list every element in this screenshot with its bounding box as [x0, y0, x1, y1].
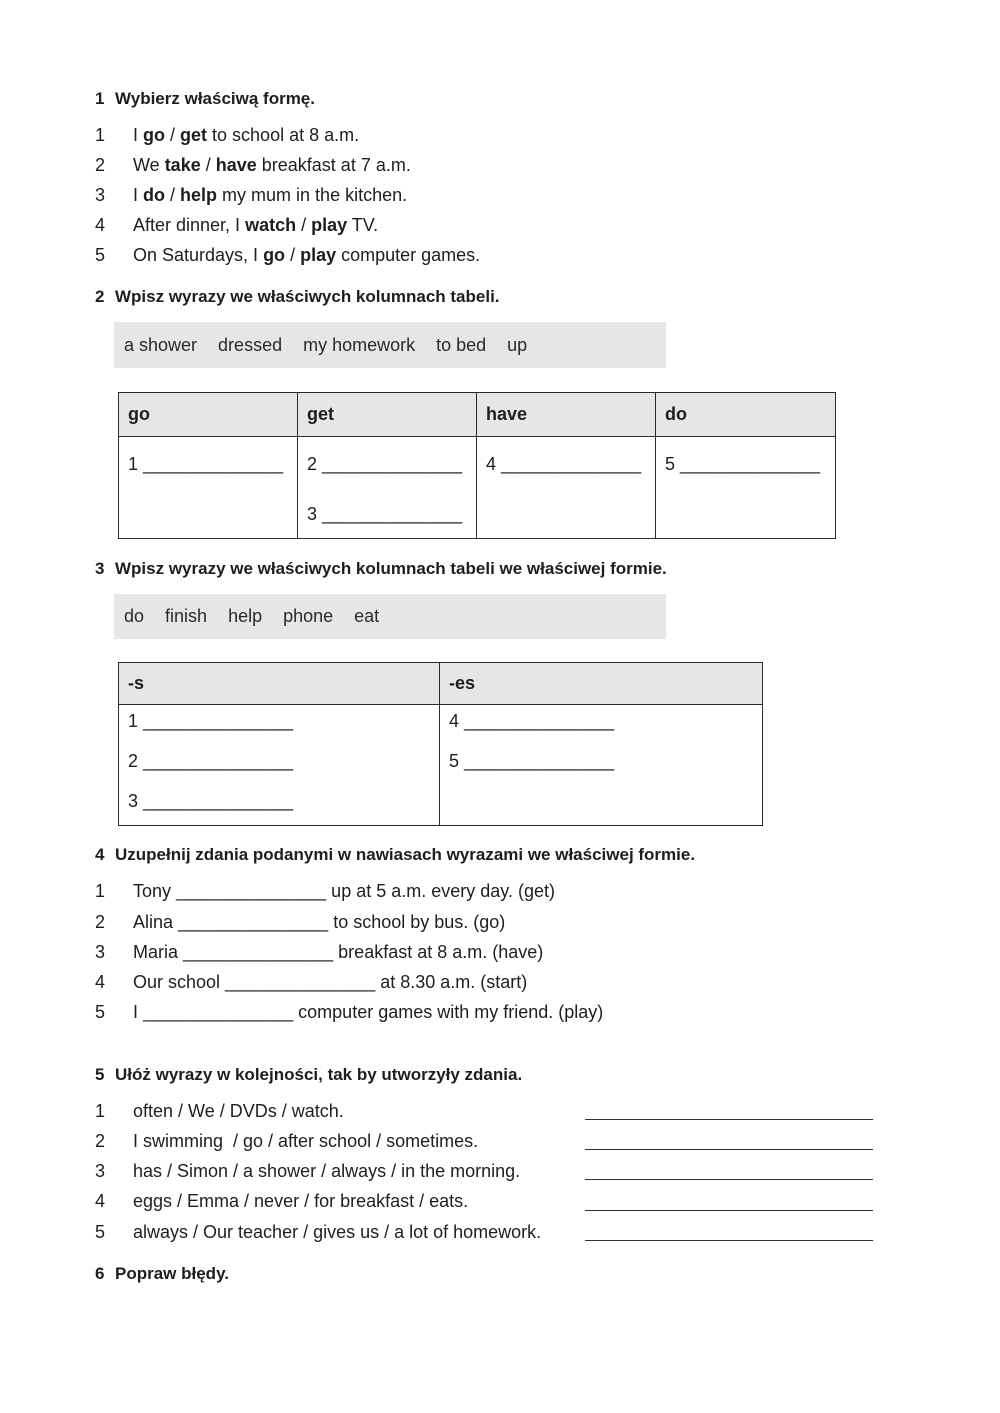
choice-a[interactable]: do	[143, 185, 166, 205]
table-row	[119, 705, 763, 826]
word-bank-item[interactable]: up	[507, 334, 528, 355]
exercise-number: 3	[95, 559, 105, 578]
answer-blank[interactable]: 3 _______________	[128, 791, 294, 811]
exercise-5-item	[95, 1101, 575, 1125]
exercise-number: 1	[95, 89, 105, 108]
item-text-prefix: After dinner, I	[133, 215, 246, 235]
answer-line[interactable]	[585, 1179, 873, 1180]
answer-blank[interactable]: 5 _______________	[449, 751, 615, 771]
table-header-row	[119, 393, 836, 437]
item-text: has / Simon / a shower / always / in the morning.	[133, 1161, 521, 1181]
word-bank-item[interactable]: phone	[283, 606, 334, 626]
exercise-4-item	[95, 972, 795, 996]
item-text[interactable]: Our school _______________ at 8.30 a.m. (start)	[133, 972, 528, 992]
table-cell	[656, 437, 836, 539]
exercise-1-heading	[95, 89, 315, 109]
answer-blank[interactable]: 2 _______________	[128, 751, 294, 771]
table-row	[119, 437, 836, 539]
exercise-title: Wpisz wyrazy we właściwych kolumnach tabeli.	[115, 287, 500, 306]
exercise-number: 5	[95, 1065, 105, 1084]
item-text-suffix: computer games.	[336, 245, 481, 265]
choice-separator: /	[165, 125, 181, 145]
word-bank	[114, 322, 666, 368]
item-number: 4	[95, 1191, 106, 1211]
exercise-6-heading	[95, 1264, 229, 1284]
table-header-cell: -s	[119, 663, 440, 705]
table-header-cell: get	[298, 393, 477, 437]
exercise-4-item	[95, 881, 795, 905]
choice-b[interactable]: play	[300, 245, 337, 265]
exercise-4-heading	[95, 845, 695, 865]
exercise-1-item	[95, 155, 795, 179]
exercise-title: Popraw błędy.	[115, 1264, 229, 1283]
exercise-5-item	[95, 1191, 575, 1215]
choice-separator: /	[165, 185, 181, 205]
item-text[interactable]: Maria _______________ breakfast at 8 a.m. (have)	[133, 942, 544, 962]
answer-line[interactable]	[585, 1240, 873, 1241]
exercise-title: Ułóż wyrazy w kolejności, tak by utworzyły zdania.	[115, 1065, 523, 1084]
exercise-1-item	[95, 185, 795, 209]
exercise-title: Uzupełnij zdania podanymi w nawiasach wyrazami we właściwej formie.	[115, 845, 696, 864]
table-header-row	[119, 663, 763, 705]
item-text-prefix: We	[133, 155, 165, 175]
choice-a[interactable]: watch	[245, 215, 297, 235]
item-number: 1	[95, 125, 106, 145]
item-number: 3	[95, 1161, 106, 1181]
answer-blank[interactable]: 4 ______________	[486, 454, 642, 474]
exercise-3-heading	[95, 559, 667, 579]
answer-blank[interactable]: 4 _______________	[449, 711, 615, 731]
word-bank-item[interactable]: help	[228, 606, 263, 626]
table-header-cell: -es	[440, 663, 763, 705]
item-number: 5	[95, 1222, 106, 1242]
item-number: 1	[95, 1101, 106, 1121]
word-bank-item[interactable]: dressed	[218, 334, 283, 355]
exercise-4-item	[95, 1002, 795, 1026]
exercise-2-table	[118, 392, 836, 539]
answer-blank[interactable]: 1 ______________	[128, 454, 284, 474]
word-bank-item[interactable]: do	[124, 606, 145, 626]
exercise-number: 6	[95, 1264, 105, 1283]
exercise-5-item	[95, 1131, 575, 1155]
item-number: 2	[95, 912, 106, 932]
answer-line[interactable]	[585, 1149, 873, 1150]
item-number: 4	[95, 972, 106, 992]
choice-b[interactable]: have	[215, 155, 257, 175]
table-header-cell: go	[119, 393, 298, 437]
choice-b[interactable]: help	[180, 185, 218, 205]
item-text: I swimming / go / after school / sometimes.	[133, 1131, 479, 1151]
exercise-1-item	[95, 215, 795, 239]
word-bank-item[interactable]: a shower	[124, 334, 198, 355]
item-text-prefix: On Saturdays, I	[133, 245, 264, 265]
exercise-title: Wpisz wyrazy we właściwych kolumnach tabeli we właściwej formie.	[115, 559, 667, 578]
exercise-5-item	[95, 1161, 575, 1185]
answer-line[interactable]	[585, 1210, 873, 1211]
item-text-suffix: to school at 8 a.m.	[207, 125, 360, 145]
exercise-1-item	[95, 125, 795, 149]
item-text	[133, 185, 407, 206]
item-text	[133, 245, 480, 266]
word-bank-item[interactable]: finish	[165, 606, 208, 626]
exercise-number: 4	[95, 845, 105, 864]
table-cell	[119, 437, 298, 539]
answer-line[interactable]	[585, 1119, 873, 1120]
exercise-title: Wybierz właściwą formę.	[115, 89, 315, 108]
choice-separator: /	[296, 215, 312, 235]
exercise-4-item	[95, 912, 795, 936]
exercise-4-item	[95, 942, 795, 966]
exercise-1-item	[95, 245, 795, 269]
item-number: 1	[95, 881, 106, 901]
table-header-cell: have	[477, 393, 656, 437]
item-text-suffix: my mum in the kitchen.	[217, 185, 408, 205]
exercise-number: 2	[95, 287, 105, 306]
word-bank	[114, 594, 666, 639]
answer-blank[interactable]: 3 ______________	[307, 504, 463, 524]
exercise-5-item	[95, 1222, 575, 1246]
item-text: always / Our teacher / gives us / a lot of homework.	[133, 1222, 542, 1242]
item-text: eggs / Emma / never / for breakfast / eats.	[133, 1191, 469, 1211]
table-cell	[119, 705, 440, 826]
item-text-prefix: I	[133, 185, 144, 205]
choice-a[interactable]: go	[143, 125, 166, 145]
table-cell	[298, 437, 477, 539]
item-text	[133, 155, 411, 176]
choice-b[interactable]: play	[311, 215, 348, 235]
choice-separator: /	[285, 245, 301, 265]
table-cell	[477, 437, 656, 539]
choice-separator: /	[200, 155, 216, 175]
choice-a[interactable]: go	[263, 245, 286, 265]
answer-blank[interactable]: 5 ______________	[665, 454, 821, 474]
exercise-3-table	[118, 662, 763, 826]
item-text	[133, 215, 378, 236]
item-number: 5	[95, 245, 106, 265]
item-text: often / We / DVDs / watch.	[133, 1101, 344, 1121]
exercise-2-heading	[95, 287, 500, 307]
item-text	[133, 125, 359, 146]
choice-a[interactable]: take	[164, 155, 201, 175]
item-number: 4	[95, 215, 106, 235]
item-number: 2	[95, 1131, 106, 1151]
item-text[interactable]: Tony _______________ up at 5 a.m. every day. (get)	[133, 881, 555, 901]
item-number: 5	[95, 1002, 106, 1022]
answer-blank[interactable]: 2 ______________	[307, 454, 463, 474]
item-text-prefix: I	[133, 125, 144, 145]
item-text[interactable]: Alina _______________ to school by bus. (go)	[133, 912, 506, 932]
table-header-cell: do	[656, 393, 836, 437]
item-text-suffix: TV.	[347, 215, 379, 235]
word-bank-item[interactable]: eat	[354, 606, 380, 626]
answer-blank[interactable]: 1 _______________	[128, 711, 294, 731]
item-text[interactable]: I _______________ computer games with my friend. (play)	[133, 1002, 604, 1022]
choice-b[interactable]: get	[180, 125, 208, 145]
item-number: 3	[95, 185, 106, 205]
item-number: 3	[95, 942, 106, 962]
table-cell	[440, 705, 763, 826]
item-text-suffix: breakfast at 7 a.m.	[256, 155, 411, 175]
exercise-5-heading	[95, 1065, 522, 1085]
word-bank-item[interactable]: to bed	[436, 334, 487, 355]
item-number: 2	[95, 155, 106, 175]
word-bank-item[interactable]: my homework	[303, 334, 416, 355]
